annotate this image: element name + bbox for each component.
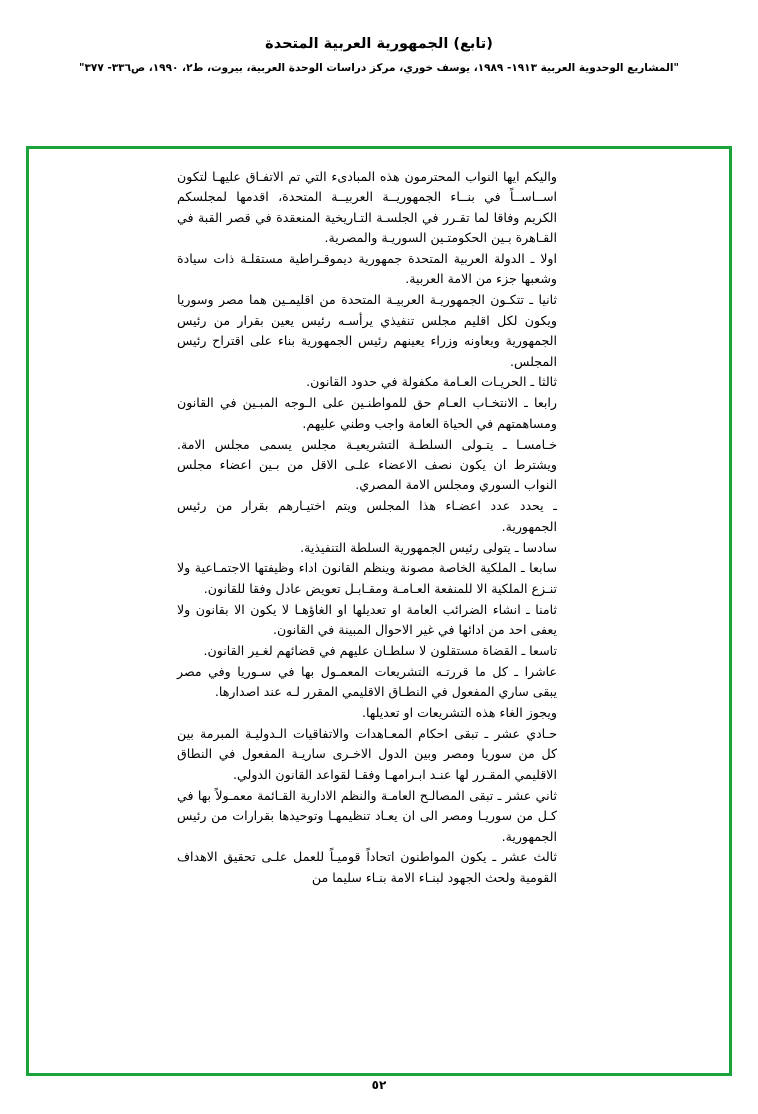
- page-title: (تابع) الجمهورية العربية المتحدة: [265, 36, 493, 52]
- paragraph: ثالثا ـ الحريـات العـامة مكفولة في حدود القانون.: [306, 374, 557, 390]
- paragraph: عاشرا ـ كل ما قررتـه التشريعات المعمـول بها في سـوريا وفي مصر يبقى ساري المفعول في النطـاق الاقليمي المقرر لـه عند اصدارها.: [177, 663, 557, 700]
- paragraph: اولا ـ الدولة العربية المتحدة جمهورية ديموقـراطية مستقلـة ذات سيادة وشعبها جزء من الامة العربية.: [177, 251, 557, 287]
- paragraph: ويجوز الغاء هذه التشريعات او تعديلها.: [361, 705, 557, 721]
- document-page: [0, 36, 758, 1114]
- paragraph: سابعا ـ الملكية الخاصة مصونة وينظم القانون اداء وظيفتها الاجتمـاعية ولا تنـزع الملكية الا للمنفعة العـامـة ومقـابـل تعويض عادل وفقا للقانون.: [177, 560, 557, 596]
- paragraph: ثانيا ـ تتكـون الجمهوريـة العربيـة المتحدة من اقليمـين هما مصر وسوريا ويكون لكل اقليم مجلس تنفيذي يرأسـه رئيس يعين بقرار من رئيس الجمهورية ويعاونه وزراء يعينهم رئيس الجمهورية بناء على اقتراح رئيس المجلس.: [177, 292, 557, 369]
- paragraph: تاسعا ـ القضاة مستقلون لا سلطـان عليهم في قضائهم لغـير القانون.: [203, 642, 557, 658]
- content-frame: [26, 146, 732, 1076]
- paragraph: حـادي عشر ـ تبقى احكام المعـاهدات والاتفاقيات الـدوليـة المبرمة بين كل من سوريا ومصر وبين الدول الاخـرى ساريـة المفعول في النطاق الاقليمي المقـرر لها عنـد ابـرامهـا وفقـا لقواعد القانون الدولي.: [177, 726, 557, 782]
- paragraph: رابعا ـ الانتخـاب العـام حق للمواطنـين على الـوجه المبـين في القانون ومساهمتهم في الحياة العامة واجب وطني عليهم.: [177, 395, 557, 431]
- paragraph: ثاني عشر ـ تبقى المصالـح العامـة والنظم الادارية القـائمة معمـولاً بها في كـل من سوريـا ومصر الى ان يعـاد تنظيمهـا وتوحيدها بقرارات من رئيس الجمهورية.: [177, 787, 557, 844]
- source-citation: "المشاريع الوحدوية العربية ١٩١٣- ١٩٨٩، يوسف خوري، مركز دراسات الوحدة العربية، بيروت، ط٢، ١٩٩٠، ص٣٣٦- ٣٧٧": [79, 62, 679, 74]
- paragraph: ـ يحدد عدد اعضـاء هذا المجلس ويتم اختيـارهم بقرار من رئيس الجمهورية.: [177, 498, 557, 534]
- paragraph: سادسا ـ يتولى رئيس الجمهورية السلطة التنفيذية.: [300, 539, 557, 555]
- paragraph: ثالث عشر ـ يكون المواطنون اتحاداً قوميـاً للعمل علـى تحقيق الاهداف القومية ولحث الجهود لبنـاء الامة بنـاء سليما من: [177, 849, 557, 885]
- paragraph: واليكم ايها النواب المحترمون هذه المبادىء التي تم الاتفـاق عليهـا لتكون اســاســاً في بنــاء الجمهوريــة العربيــة المتحدة، اقدمها لمجلسكم الكريم وفاقا لما تقـرر في الجلسـة التـاريخية المنعقدة في قصر القبة في القـاهرة بـين الحكومتـين السوريـة والمصرية.: [177, 169, 557, 246]
- page-number: ٥٢: [371, 1078, 387, 1092]
- body-text-column: [177, 167, 557, 889]
- paragraph: خـامسـا ـ يتـولى السلطـة التشريعيـة مجلس يسمى مجلس الامة. ويشترط ان يكون نصف الاعضاء علـى الاقل من بـين اعضاء مجلس النواب السوري ومجلس الامة المصري.: [177, 436, 557, 493]
- paragraph: ثامنا ـ انشاء الضرائب العامة او تعديلها او الغاؤهـا لا يكون الا بقانون ولا يعفى احد من ادائها في غير الاحوال المبينة في القانون.: [177, 601, 557, 638]
